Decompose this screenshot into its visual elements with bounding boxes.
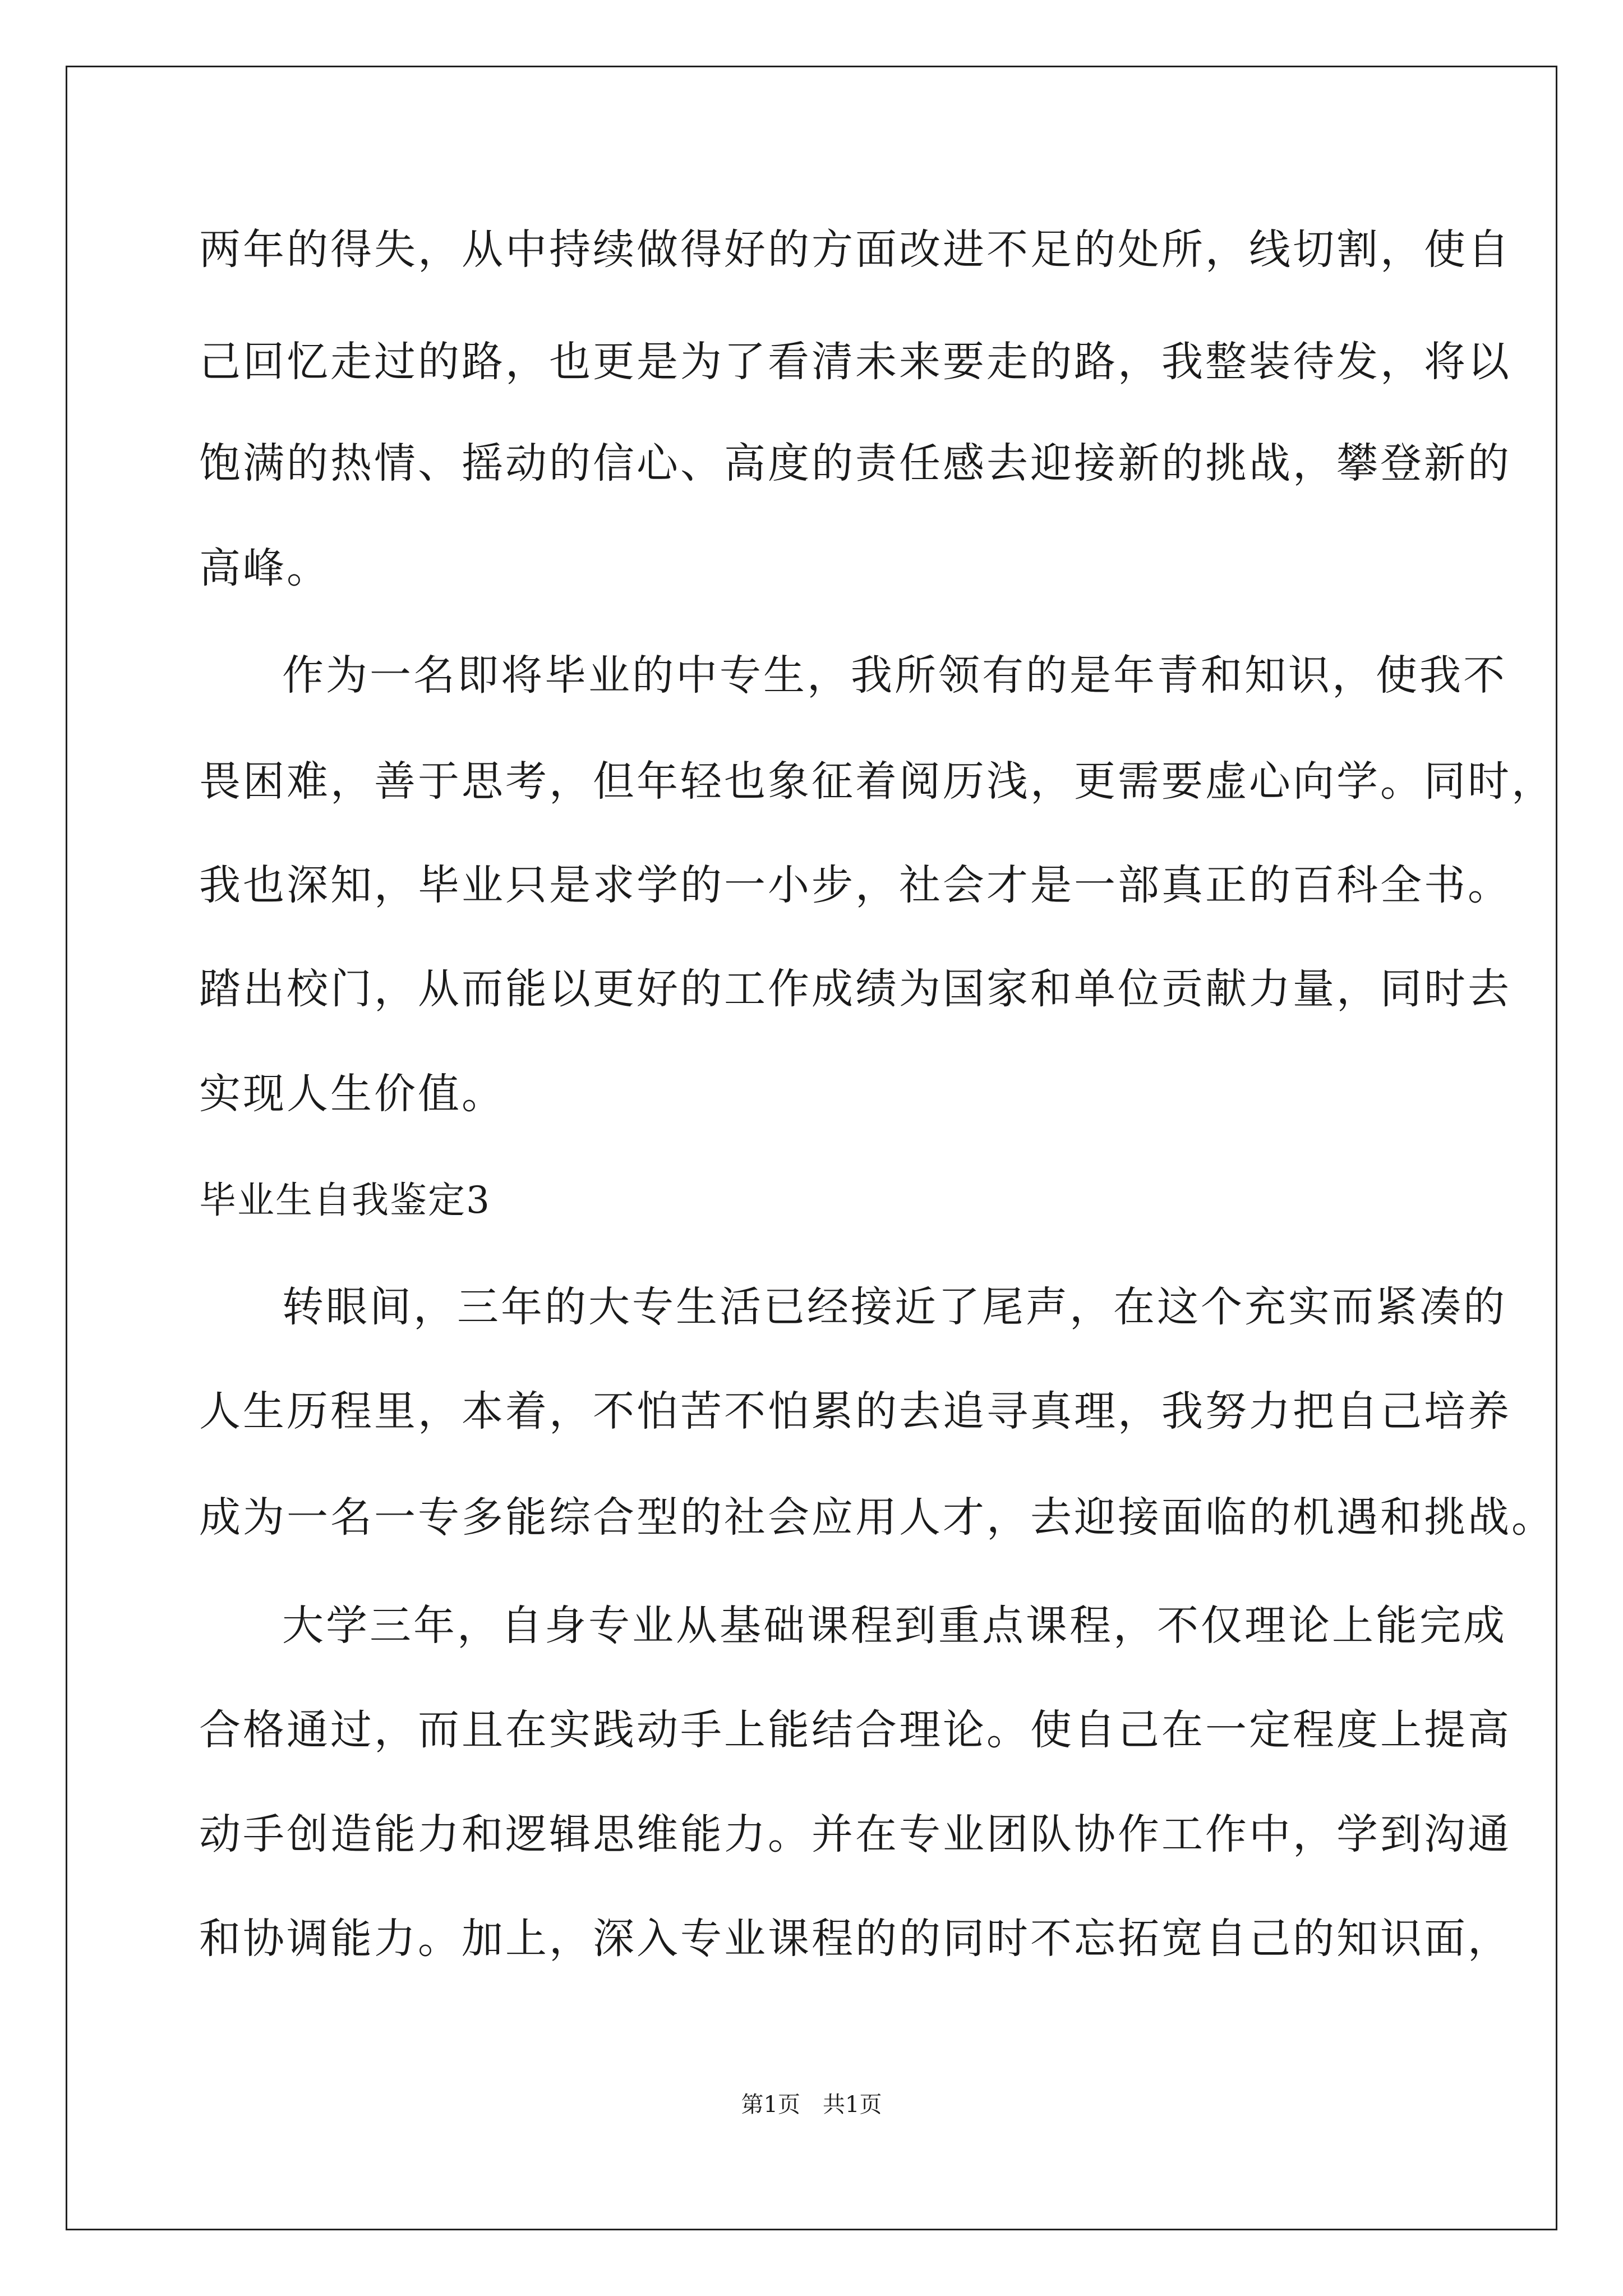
- paragraph-4-line-1: 大学三年，自身专业从基础课程到重点课程，不仅理论上能完成: [282, 1602, 1507, 1650]
- paragraph-2-line-1: 作为一名即将毕业的中专生，我所领有的是年青和知识，使我不: [282, 651, 1507, 700]
- paragraph-1-line-4: 高峰。: [199, 544, 330, 592]
- paragraph-2-line-5: 实现人生价值。: [199, 1070, 505, 1118]
- paragraph-1-line-3: 饱满的热情、摇动的信心、高度的责任感去迎接新的挑战，攀登新的: [199, 439, 1511, 487]
- paragraph-3-line-3: 成为一名一专多能综合型的社会应用人才，去迎接面临的机遇和挑战。: [199, 1493, 1555, 1542]
- section-title: 毕业生自我鉴定3: [199, 1179, 491, 1222]
- page-footer: 第1页 共1页: [741, 2092, 882, 2118]
- paragraph-4-line-3: 动手创造能力和逻辑思维能力。并在专业团队协作工作中，学到沟通: [199, 1810, 1511, 1858]
- paragraph-1-line-2: 己回忆走过的路，也更是为了看清未来要走的路，我整装待发，将以: [199, 338, 1511, 386]
- page-border: [66, 66, 1557, 2230]
- paragraph-4-line-4: 和协调能力。加上，深入专业课程的的同时不忘拓宽自己的知识面，: [199, 1915, 1511, 1963]
- paragraph-1-line-1: 两年的得失，从中持续做得好的方面改进不足的处所，线切割，使自: [199, 226, 1511, 274]
- paragraph-2-line-2: 畏困难，善于思考，但年轻也象征着阅历浅，更需要虚心向学。同时，: [199, 757, 1555, 806]
- paragraph-2-line-3: 我也深知，毕业只是求学的一小步，社会才是一部真正的百科全书。: [199, 861, 1511, 909]
- paragraph-4-line-2: 合格通过，而且在实践动手上能结合理论。使自己在一定程度上提高: [199, 1706, 1511, 1754]
- paragraph-2-line-4: 踏出校门，从而能以更好的工作成绩为国家和单位贡献力量，同时去: [199, 965, 1511, 1013]
- paragraph-3-line-2: 人生历程里，本着，不怕苦不怕累的去追寻真理，我努力把自己培养: [199, 1387, 1511, 1435]
- paragraph-3-line-1: 转眼间，三年的大专生活已经接近了尾声，在这个充实而紧凑的: [282, 1283, 1507, 1331]
